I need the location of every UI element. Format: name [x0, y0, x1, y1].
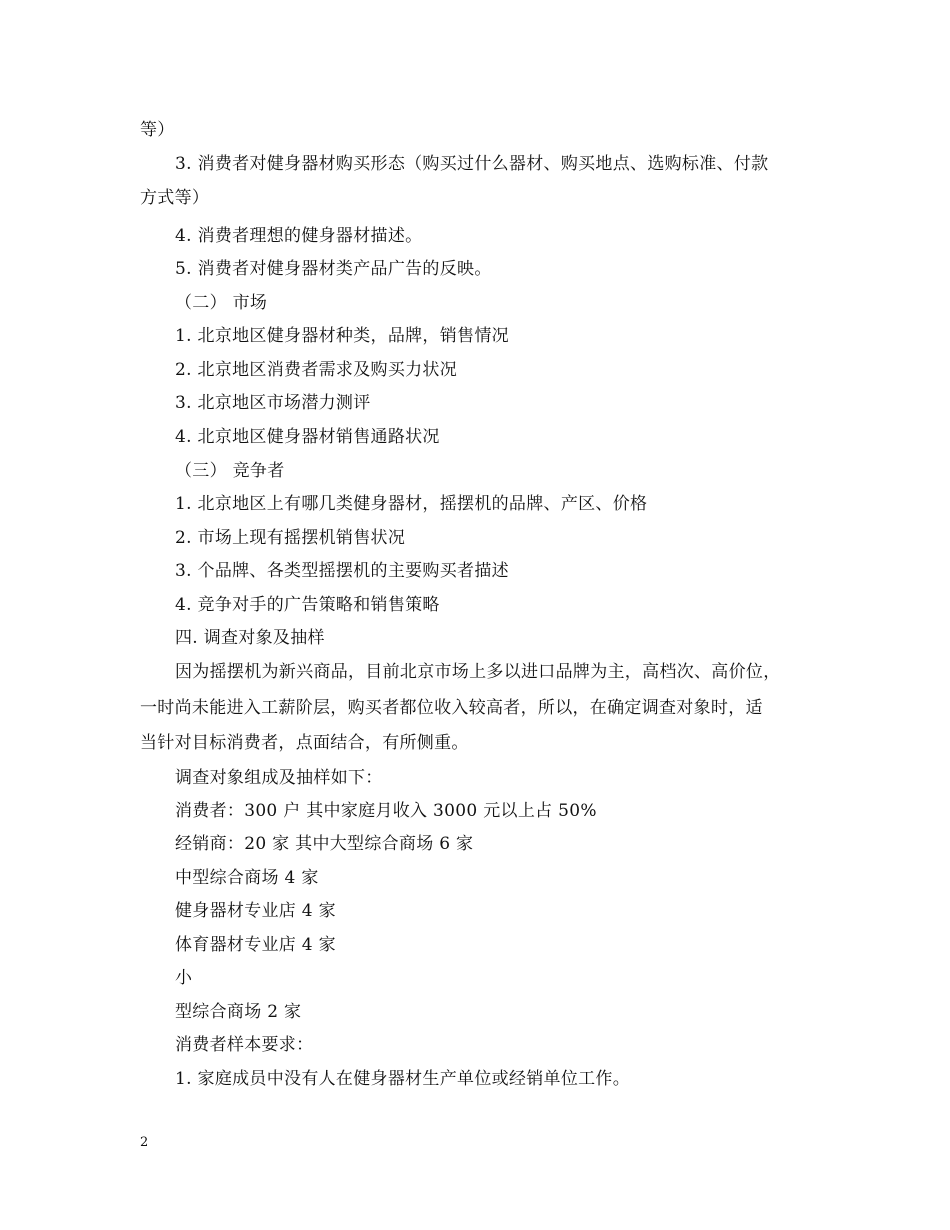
- section-heading: 四. 调查对象及抽样: [175, 628, 325, 648]
- text-line: 4. 竞争对手的广告策略和销售策略: [175, 595, 440, 615]
- text-line: 因为摇摆机为新兴商品，目前北京市场上多以进口品牌为主，高档次、高价位，: [175, 662, 781, 682]
- text-line: 1. 北京地区上有哪几类健身器材，摇摆机的品牌、产区、价格: [175, 494, 648, 514]
- text-line: 经销商：20 家 其中大型综合商场 6 家: [175, 834, 474, 854]
- text-line: 消费者：300 户 其中家庭月收入 3000 元以上占 50%: [175, 801, 597, 821]
- text-line: 5. 消费者对健身器材类产品广告的反映。: [175, 259, 492, 279]
- text-line: 体育器材专业店 4 家: [175, 935, 336, 955]
- section-heading: （三） 竞争者: [175, 461, 285, 481]
- text-line: 调查对象组成及抽样如下：: [175, 768, 383, 788]
- text-line: 1. 家庭成员中没有人在健身器材生产单位或经销单位工作。: [175, 1069, 631, 1089]
- text-line: 中型综合商场 4 家: [175, 868, 319, 888]
- text-line: 3. 北京地区市场潜力测评: [175, 393, 371, 413]
- section-heading: （二） 市场: [175, 293, 268, 313]
- text-line: 小: [175, 968, 193, 988]
- page-number: 2: [140, 1135, 149, 1150]
- text-line: 当针对目标消费者，点面结合，有所侧重。: [140, 733, 469, 753]
- text-line: 3. 消费者对健身器材购买形态（购买过什么器材、购买地点、选购标准、付款: [175, 154, 769, 174]
- text-line: 等）: [140, 120, 175, 140]
- text-line: 3. 个品牌、各类型摇摆机的主要购买者描述: [175, 561, 509, 581]
- text-line: 一时尚未能进入工薪阶层，购买者都位收入较高者，所以，在确定调查对象时，适: [140, 698, 763, 718]
- text-line: 4. 消费者理想的健身器材描述。: [175, 226, 423, 246]
- text-line: 2. 北京地区消费者需求及购买力状况: [175, 360, 458, 380]
- text-line: 4. 北京地区健身器材销售通路状况: [175, 427, 440, 447]
- text-line: 健身器材专业店 4 家: [175, 901, 336, 921]
- text-line: 消费者样本要求：: [175, 1035, 314, 1055]
- text-line: 方式等）: [140, 188, 210, 208]
- text-line: 2. 市场上现有摇摆机销售状况: [175, 528, 406, 548]
- text-line: 型综合商场 2 家: [175, 1002, 302, 1022]
- text-line: 1. 北京地区健身器材种类，品牌，销售情况: [175, 326, 509, 346]
